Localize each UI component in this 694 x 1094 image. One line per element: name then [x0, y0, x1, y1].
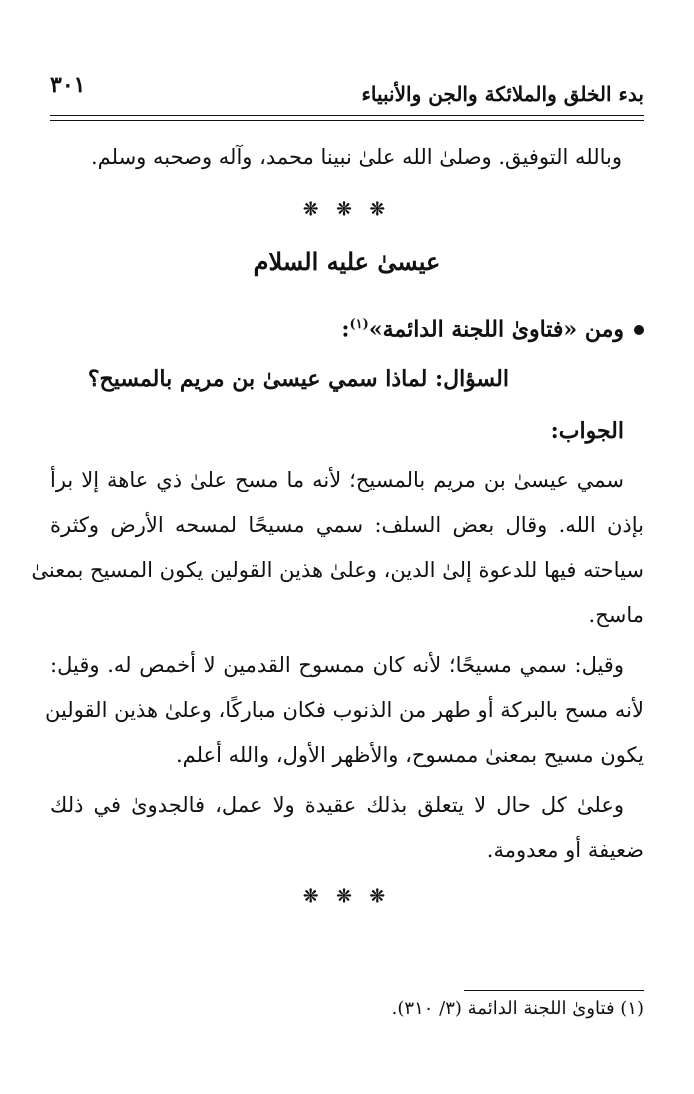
footnote-ref: (١) [349, 317, 369, 332]
footnote: (١) فتاوىٰ اللجنة الدائمة (٣/ ٣١٠). [391, 998, 644, 1019]
header-rule-bottom [50, 120, 644, 121]
separator-bottom: ❊ ❊ ❊ [303, 886, 391, 907]
page-header [50, 70, 644, 110]
paragraph-1-line-3: سياحته فيها للدعوة إلىٰ الدين، وعلىٰ هذين القولين يكون المسيح بمعنىٰ [31, 558, 644, 582]
paragraph-1-line-1: سمي عيسىٰ بن مريم بالمسيح؛ لأنه ما مسح علىٰ ذي عاهة إلا برأ [50, 468, 624, 492]
header-rule-top [50, 115, 644, 116]
closing-line: وبالله التوفيق. وصلىٰ الله علىٰ نبينا محمد، وآله وصحبه وسلم. [90, 145, 622, 169]
source-intro: ومن «فتاوىٰ اللجنة الدائمة» [368, 316, 624, 343]
separator-top: ❊ ❊ ❊ [303, 199, 391, 220]
page-number: ٣٠١ [50, 72, 86, 98]
paragraph-3-line-2: ضعيفة أو معدومة. [486, 838, 644, 862]
paragraph-2-line-3: يكون مسيح بمعنىٰ ممسوح، والأظهر الأول، والله أعلم. [175, 743, 644, 767]
source-colon: : [341, 316, 350, 343]
paragraph-2-line-2: لأنه مسح بالبركة أو طهر من الذنوب فكان مباركًا، وعلىٰ هذين القولين [44, 698, 644, 722]
answer-label: الجواب: [550, 418, 624, 444]
paragraph-1-line-4: ماسح. [588, 603, 644, 627]
question: السؤال: لماذا سمي عيسىٰ بن مريم بالمسيح؟ [87, 366, 509, 392]
footnote-rule [464, 990, 644, 991]
paragraph-1-line-2: بإذن الله. وقال بعض السلف: سمي مسيحًا لمسحه الأرض وكثرة [50, 513, 644, 537]
paragraph-3-line-1: وعلىٰ كل حال لا يتعلق بذلك عقيدة ولا عمل، فالجدوىٰ في ذلك [50, 793, 624, 817]
running-title: بدء الخلق والملائكة والجن والأنبياء [361, 82, 644, 106]
source-intro-line [341, 308, 644, 346]
bullet-icon [634, 325, 644, 335]
section-title: عيسىٰ عليه السلام [253, 247, 441, 276]
paragraph-2-line-1: وقيل: سمي مسيحًا؛ لأنه كان ممسوح القدمين لا أخمص له. وقيل: [50, 653, 624, 677]
